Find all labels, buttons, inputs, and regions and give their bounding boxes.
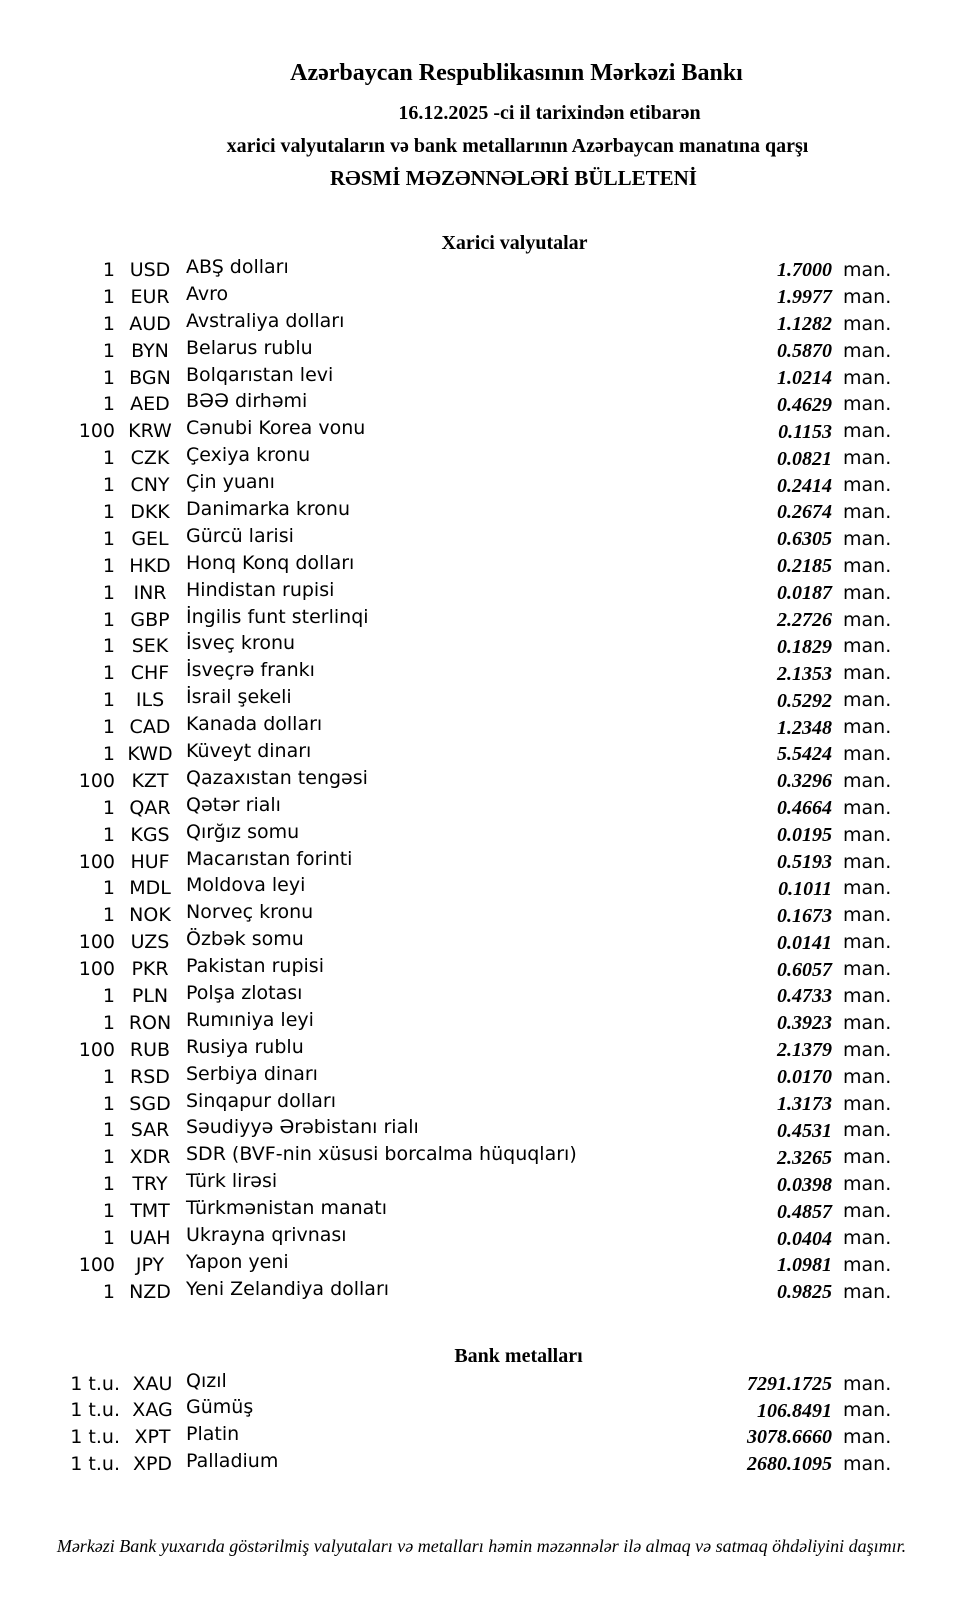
currency-code-cell: TRY — [132, 1173, 168, 1196]
currency-name-cell: ABŞ dolları — [186, 255, 289, 278]
currency-code-cell: ILS — [135, 689, 165, 712]
rate-value-cell: 1.0214 — [777, 367, 832, 389]
quantity-cell: 1 — [102, 1092, 115, 1115]
rate-value-cell: 1.7000 — [777, 259, 832, 282]
table-row — [0, 257, 963, 284]
rate-value-cell: 2.2726 — [777, 609, 832, 632]
currency-code-cell: SEK — [131, 635, 169, 658]
rate-value-cell: 0.2674 — [777, 501, 832, 524]
currency-code-cell: HUF — [130, 850, 170, 873]
table-row — [0, 902, 963, 929]
quantity-cell: 1 — [102, 608, 115, 631]
currency-name-cell: Yapon yeni — [186, 1250, 289, 1273]
currency-code-cell: AUD — [129, 312, 171, 335]
rate-value-cell: 0.1011 — [778, 877, 832, 900]
currency-code-cell: XAU — [132, 1372, 173, 1395]
currency-name-cell: Çexiya kronu — [186, 444, 311, 467]
unit-cell: man. — [843, 904, 892, 927]
unit-cell: man. — [843, 554, 892, 577]
unit-cell: man. — [843, 447, 892, 470]
rate-value-cell: 0.3296 — [777, 770, 832, 793]
unit-cell: man. — [843, 662, 892, 685]
table-row — [0, 391, 963, 418]
table-row — [0, 714, 963, 741]
unit-cell: man. — [843, 581, 892, 604]
currencies-section-title: Xarici valyutalar — [441, 232, 588, 254]
quantity-cell: 100 — [78, 1038, 115, 1061]
currency-name-cell: Çin yuanı — [186, 471, 275, 494]
rate-value-cell: 0.1829 — [777, 635, 832, 658]
unit-cell: man. — [843, 1227, 892, 1249]
table-row — [0, 284, 963, 311]
table-row — [0, 1171, 963, 1198]
rate-value-cell: 2.3265 — [777, 1146, 832, 1169]
rate-value-cell: 0.0821 — [777, 447, 832, 470]
quantity-cell: 1 — [102, 662, 115, 685]
currency-name-cell: Gümüş — [186, 1396, 254, 1419]
currency-code-cell: XPD — [132, 1452, 173, 1475]
table-row — [0, 1118, 963, 1145]
unit-cell: man. — [843, 958, 892, 981]
quantity-cell: 100 — [78, 850, 115, 873]
currency-code-cell: PKR — [131, 958, 169, 981]
rate-value-cell: 0.5292 — [777, 689, 832, 712]
table-row — [0, 472, 963, 499]
quantity-cell: 1 — [102, 1011, 115, 1034]
quantity-cell: 1 — [102, 474, 115, 497]
currency-name-cell: Özbək somu — [186, 928, 304, 951]
quantity-cell: 100 — [78, 1253, 115, 1276]
quantity-cell: 1 — [102, 984, 115, 1007]
rate-value-cell: 5.5424 — [777, 743, 832, 766]
quantity-cell: 1 — [102, 1173, 115, 1196]
quantity-cell: 1 — [102, 716, 115, 739]
currency-code-cell: NZD — [129, 1280, 171, 1303]
table-row — [0, 822, 963, 849]
currency-name-cell: Qazaxıstan tengəsi — [186, 766, 368, 789]
quantity-cell: 1 — [102, 447, 115, 470]
currency-name-cell: İsrail şekeli — [186, 686, 292, 709]
currency-name-cell: Küveyt dinarı — [186, 739, 312, 762]
currency-name-cell: Serbiya dinarı — [186, 1062, 318, 1085]
rate-value-cell: 0.0195 — [777, 824, 832, 847]
currency-name-cell: Sinqapur dolları — [186, 1089, 337, 1112]
rate-value-cell: 0.4531 — [777, 1119, 832, 1142]
currency-name-cell: Qırğız somu — [186, 820, 300, 843]
quantity-cell: 1 — [102, 823, 115, 846]
currency-name-cell: İsveç kronu — [186, 632, 296, 655]
table-row — [0, 1279, 963, 1306]
currency-name-cell: Cənubi Korea vonu — [186, 417, 366, 440]
currency-code-cell: GEL — [131, 527, 169, 550]
rate-value-cell: 0.4733 — [777, 985, 832, 1008]
unit-cell: man. — [843, 984, 892, 1007]
unit-cell: man. — [843, 1011, 892, 1034]
currency-name-cell: Qızıl — [186, 1369, 227, 1392]
unit-cell: man. — [843, 1372, 892, 1395]
unit-cell: man. — [843, 474, 892, 497]
quantity-cell: 1 — [102, 1200, 115, 1223]
table-row — [0, 983, 963, 1010]
rate-value-cell: 0.5870 — [777, 340, 832, 363]
currency-name-cell: Yeni Zelandiya dolları — [186, 1277, 390, 1300]
currency-name-cell: Polşa zlotası — [186, 981, 303, 1004]
quantity-cell: 1 t.u. — [70, 1372, 120, 1395]
currency-code-cell: AED — [130, 393, 170, 416]
bulletin-title: RƏSMİ MƏZƏNNƏLƏRİ BÜLLETENİ — [330, 166, 697, 190]
bank-title: Azərbaycan Respublikasının Mərkəzi Bankı — [290, 60, 743, 86]
currency-name-cell: Türk lirəsi — [186, 1170, 278, 1193]
table-row — [0, 1198, 963, 1225]
rate-value-cell: 2680.1095 — [747, 1453, 832, 1476]
quantity-cell: 1 t.u. — [70, 1425, 120, 1448]
table-row — [0, 1371, 963, 1398]
quantity-cell: 1 — [102, 742, 115, 765]
quantity-cell: 1 — [102, 339, 115, 362]
currency-code-cell: PLN — [131, 984, 169, 1007]
currency-name-cell: Səudiyyə Ərəbistanı rialı — [186, 1116, 419, 1139]
table-row — [0, 1398, 963, 1425]
rate-value-cell: 0.4629 — [777, 393, 832, 416]
table-row — [0, 1010, 963, 1037]
currency-code-cell: BGN — [129, 366, 171, 389]
table-row — [0, 445, 963, 472]
currency-name-cell: Danimarka kronu — [186, 497, 351, 520]
currency-code-cell: NOK — [129, 904, 171, 927]
quantity-cell: 1 — [102, 635, 115, 658]
table-row — [0, 660, 963, 687]
currency-name-cell: Platin — [186, 1422, 240, 1445]
table-row — [0, 1225, 963, 1252]
currency-code-cell: USD — [129, 258, 171, 281]
currency-name-cell: Ukrayna qrivnası — [186, 1224, 347, 1246]
currency-name-cell: Rusiya rublu — [186, 1035, 304, 1058]
table-row — [0, 580, 963, 607]
table-row — [0, 768, 963, 795]
rate-value-cell: 0.2414 — [777, 474, 832, 497]
unit-cell: man. — [843, 1119, 892, 1142]
quantity-cell: 1 — [102, 796, 115, 819]
quantity-cell: 1 — [102, 904, 115, 927]
unit-cell: man. — [843, 635, 892, 658]
currency-name-cell: Türkmənistan manatı — [186, 1197, 388, 1220]
unit-cell: man. — [843, 769, 892, 792]
metals-table — [0, 1371, 963, 1477]
quantity-cell: 1 — [102, 1227, 115, 1249]
unit-cell: man. — [843, 877, 892, 900]
rate-value-cell: 0.3923 — [777, 1012, 832, 1035]
rate-value-cell: 1.2348 — [777, 716, 832, 739]
quantity-cell: 1 — [102, 1280, 115, 1303]
currency-name-cell: Rumıniya leyi — [186, 1008, 314, 1031]
quantity-cell: 1 — [102, 366, 115, 389]
unit-cell: man. — [843, 366, 892, 389]
unit-cell: man. — [843, 1038, 892, 1061]
rate-value-cell: 0.9825 — [777, 1281, 832, 1304]
currency-code-cell: XAG — [132, 1399, 173, 1422]
metals-section-title: Bank metalları — [454, 1345, 583, 1367]
currency-name-cell: Qətər rialı — [186, 793, 281, 816]
currency-code-cell: RON — [128, 1011, 172, 1034]
unit-cell: man. — [843, 285, 892, 308]
rate-value-cell: 1.1282 — [777, 313, 832, 336]
table-row — [0, 418, 963, 445]
unit-cell: man. — [843, 1173, 892, 1196]
unit-cell: man. — [843, 689, 892, 712]
unit-cell: man. — [843, 850, 892, 873]
table-row — [0, 741, 963, 768]
unit-cell: man. — [843, 500, 892, 523]
rate-value-cell: 0.6305 — [777, 528, 832, 551]
currency-code-cell: KZT — [131, 769, 169, 792]
unit-cell: man. — [843, 1146, 892, 1169]
quantity-cell: 1 — [102, 1119, 115, 1142]
currency-code-cell: KWD — [127, 742, 173, 765]
footer-note: Mərkəzi Bank yuxarıda göstərilmiş valyutaları və metalları həmin məzənnələr ilə almaq və satmaq öhdəliyini daşımır. — [56, 1536, 907, 1556]
currency-code-cell: RSD — [130, 1065, 170, 1088]
currency-code-cell: CAD — [129, 716, 171, 739]
unit-cell: man. — [843, 1280, 892, 1303]
unit-cell: man. — [843, 1253, 892, 1276]
unit-cell: man. — [843, 527, 892, 550]
table-row — [0, 1451, 963, 1478]
rate-value-cell: 7291.1725 — [747, 1373, 832, 1396]
table-row — [0, 607, 963, 634]
currency-name-cell: Avro — [186, 282, 229, 305]
quantity-cell: 1 t.u. — [70, 1452, 120, 1475]
rate-value-cell: 1.3173 — [777, 1093, 832, 1116]
currency-name-cell: Palladium — [186, 1449, 279, 1472]
table-row — [0, 311, 963, 338]
unit-cell: man. — [843, 393, 892, 416]
currency-name-cell: İngilis funt sterlinqi — [186, 605, 369, 628]
rate-value-cell: 0.0404 — [777, 1227, 832, 1250]
table-row — [0, 553, 963, 580]
rate-value-cell: 0.1153 — [778, 420, 832, 443]
quantity-cell: 1 t.u. — [70, 1399, 120, 1422]
quantity-cell: 1 — [102, 1065, 115, 1088]
currency-name-cell: Avstraliya dolları — [186, 309, 345, 332]
rate-value-cell: 0.0141 — [777, 931, 832, 954]
rate-value-cell: 1.0981 — [777, 1254, 832, 1277]
currency-code-cell: XPT — [134, 1425, 171, 1448]
quantity-cell: 1 — [102, 689, 115, 712]
rate-value-cell: 106.8491 — [757, 1399, 832, 1422]
quantity-cell: 100 — [78, 420, 115, 443]
currency-name-cell: Belarus rublu — [186, 336, 313, 359]
rate-value-cell: 0.6057 — [777, 958, 832, 981]
currency-name-cell: SDR (BVF-nin xüsusi borcalma hüquqları) — [186, 1143, 577, 1166]
table-row — [0, 849, 963, 876]
effective-date-line: 16.12.2025 -ci il tarixindən etibarən — [398, 102, 701, 124]
table-row — [0, 338, 963, 365]
currency-code-cell: CZK — [130, 447, 170, 470]
table-row — [0, 499, 963, 526]
quantity-cell: 1 — [102, 554, 115, 577]
currency-code-cell: MDL — [129, 877, 171, 900]
currency-name-cell: Bolqarıstan levi — [186, 363, 334, 386]
currency-name-cell: Hindistan rupisi — [186, 578, 335, 601]
unit-cell: man. — [843, 420, 892, 443]
table-row — [0, 1037, 963, 1064]
currencies-table — [0, 257, 963, 1306]
table-row — [0, 687, 963, 714]
quantity-cell: 1 — [102, 877, 115, 900]
quantity-cell: 100 — [78, 931, 115, 954]
rate-value-cell: 1.9977 — [777, 286, 832, 309]
rate-value-cell: 0.4857 — [777, 1200, 832, 1223]
table-row — [0, 875, 963, 902]
currency-code-cell: RUB — [129, 1038, 171, 1061]
unit-cell: man. — [843, 1065, 892, 1088]
currency-code-cell: JPY — [135, 1253, 165, 1276]
rate-value-cell: 3078.6660 — [747, 1426, 832, 1449]
quantity-cell: 100 — [78, 769, 115, 792]
currency-code-cell: HKD — [129, 554, 171, 577]
currency-code-cell: EUR — [130, 285, 170, 308]
quantity-cell: 100 — [78, 958, 115, 981]
table-row — [0, 1091, 963, 1118]
rate-value-cell: 0.2185 — [777, 555, 832, 578]
unit-cell: man. — [843, 1425, 892, 1448]
table-row — [0, 1252, 963, 1279]
quantity-cell: 1 — [102, 258, 115, 281]
table-row — [0, 633, 963, 660]
currency-name-cell: Moldova leyi — [186, 874, 306, 897]
rate-value-cell: 0.4664 — [777, 797, 832, 820]
unit-cell: man. — [843, 1092, 892, 1115]
table-row — [0, 956, 963, 983]
rate-value-cell: 0.1673 — [777, 904, 832, 927]
rate-value-cell: 0.0170 — [777, 1066, 832, 1089]
unit-cell: man. — [843, 1399, 892, 1422]
quantity-cell: 1 — [102, 312, 115, 335]
currency-code-cell: CHF — [130, 662, 170, 685]
currency-name-cell: Macarıstan forinti — [186, 847, 353, 870]
quantity-cell: 1 — [102, 285, 115, 308]
currency-name-cell: Gürcü larisi — [186, 524, 294, 547]
unit-cell: man. — [843, 1200, 892, 1223]
unit-cell: man. — [843, 339, 892, 362]
currency-code-cell: DKK — [130, 500, 170, 523]
table-row — [0, 1424, 963, 1451]
unit-cell: man. — [843, 796, 892, 819]
quantity-cell: 1 — [102, 1146, 115, 1169]
table-row — [0, 929, 963, 956]
table-row — [0, 1064, 963, 1091]
table-row — [0, 526, 963, 553]
rate-value-cell: 0.0398 — [777, 1173, 832, 1196]
currency-code-cell: SGD — [129, 1092, 171, 1115]
unit-cell: man. — [843, 931, 892, 954]
quantity-cell: 1 — [102, 527, 115, 550]
currency-code-cell: KRW — [128, 420, 172, 443]
subtitle-line: xarici valyutaların və bank metallarının Azərbaycan manatına qarşı — [226, 135, 809, 157]
currency-code-cell: BYN — [131, 339, 169, 362]
currency-name-cell: Pakistan rupisi — [186, 955, 324, 978]
rate-value-cell: 0.5193 — [777, 851, 832, 874]
quantity-cell: 1 — [102, 393, 115, 416]
currency-name-cell: Kanada dolları — [186, 713, 323, 736]
rate-value-cell: 2.1353 — [777, 662, 832, 685]
currency-name-cell: İsveçrə frankı — [186, 659, 315, 682]
currency-code-cell: QAR — [129, 796, 171, 819]
currency-code-cell: SAR — [130, 1119, 170, 1142]
unit-cell: man. — [843, 742, 892, 765]
rate-value-cell: 2.1379 — [777, 1039, 832, 1062]
currency-code-cell: UZS — [130, 931, 170, 954]
table-row — [0, 795, 963, 822]
unit-cell: man. — [843, 608, 892, 631]
table-row — [0, 365, 963, 392]
currency-name-cell: BƏƏ dirhəmi — [186, 390, 308, 413]
unit-cell: man. — [843, 312, 892, 335]
currency-code-cell: KGS — [130, 823, 170, 846]
unit-cell: man. — [843, 716, 892, 739]
currency-name-cell: Honq Konq dolları — [186, 551, 355, 574]
quantity-cell: 1 — [102, 500, 115, 523]
unit-cell: man. — [843, 258, 892, 281]
currency-code-cell: INR — [133, 581, 167, 604]
unit-cell: man. — [843, 1452, 892, 1475]
currency-code-cell: GBP — [130, 608, 170, 631]
currency-code-cell: TMT — [130, 1200, 170, 1223]
currency-code-cell: CNY — [130, 474, 170, 497]
rate-value-cell: 0.0187 — [777, 582, 832, 605]
table-row — [0, 1144, 963, 1171]
quantity-cell: 1 — [102, 581, 115, 604]
currency-code-cell: XDR — [129, 1146, 171, 1169]
currency-name-cell: Norveç kronu — [186, 901, 314, 924]
unit-cell: man. — [843, 823, 892, 846]
currency-code-cell: UAH — [129, 1227, 171, 1249]
